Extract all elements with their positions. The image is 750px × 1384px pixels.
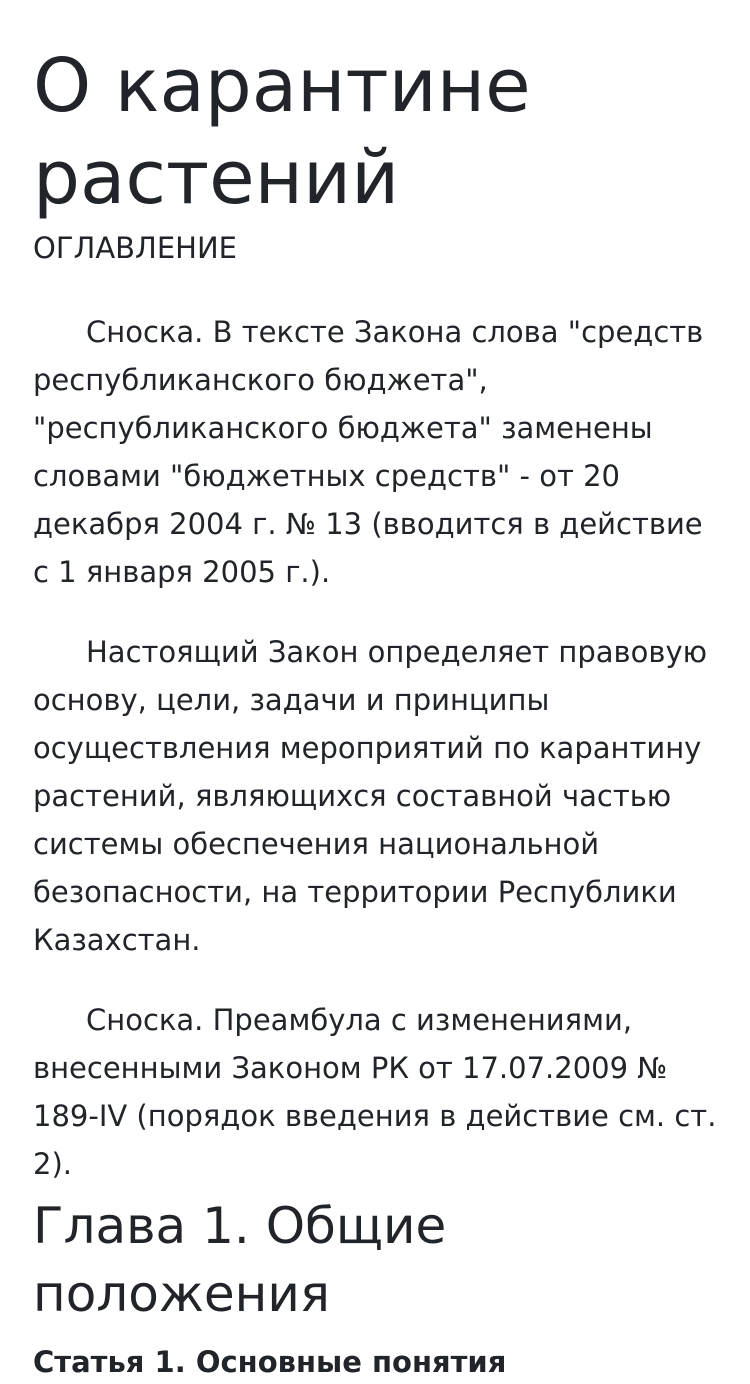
footnote-paragraph: Сноска. В тексте Закона слова "средств республиканского бюджета", "республиканского бюджета" заменены словами "бюджетных средств" - от 20 декабря 2004 г. № 13 (вводится в действие с 1 января 2005 г.). [33, 315, 704, 589]
article-title: Статья 1. Основные понятия [33, 1345, 507, 1379]
preamble-footnote-paragraph: Сноска. Преамбула с изменениями, внесенными Законом РК от 17.07.2009 № 189-IV (порядок введения в действие см. ст. 2). [33, 1003, 717, 1181]
document-title: О карантине растений [33, 43, 531, 221]
document-content [33, 0, 723, 1384]
chapter-title: Глава 1. Общие положения [33, 1197, 447, 1323]
preamble-paragraph: Настоящий Закон определяет правовую основу, цели, задачи и принципы осуществления мероприятий по карантину растений, являющихся составной частью системы обеспечения национальной безопасности, на территории Республики Казахстан. [33, 635, 708, 957]
table-of-contents-link[interactable]: ОГЛАВЛЕНИЕ [33, 231, 238, 265]
